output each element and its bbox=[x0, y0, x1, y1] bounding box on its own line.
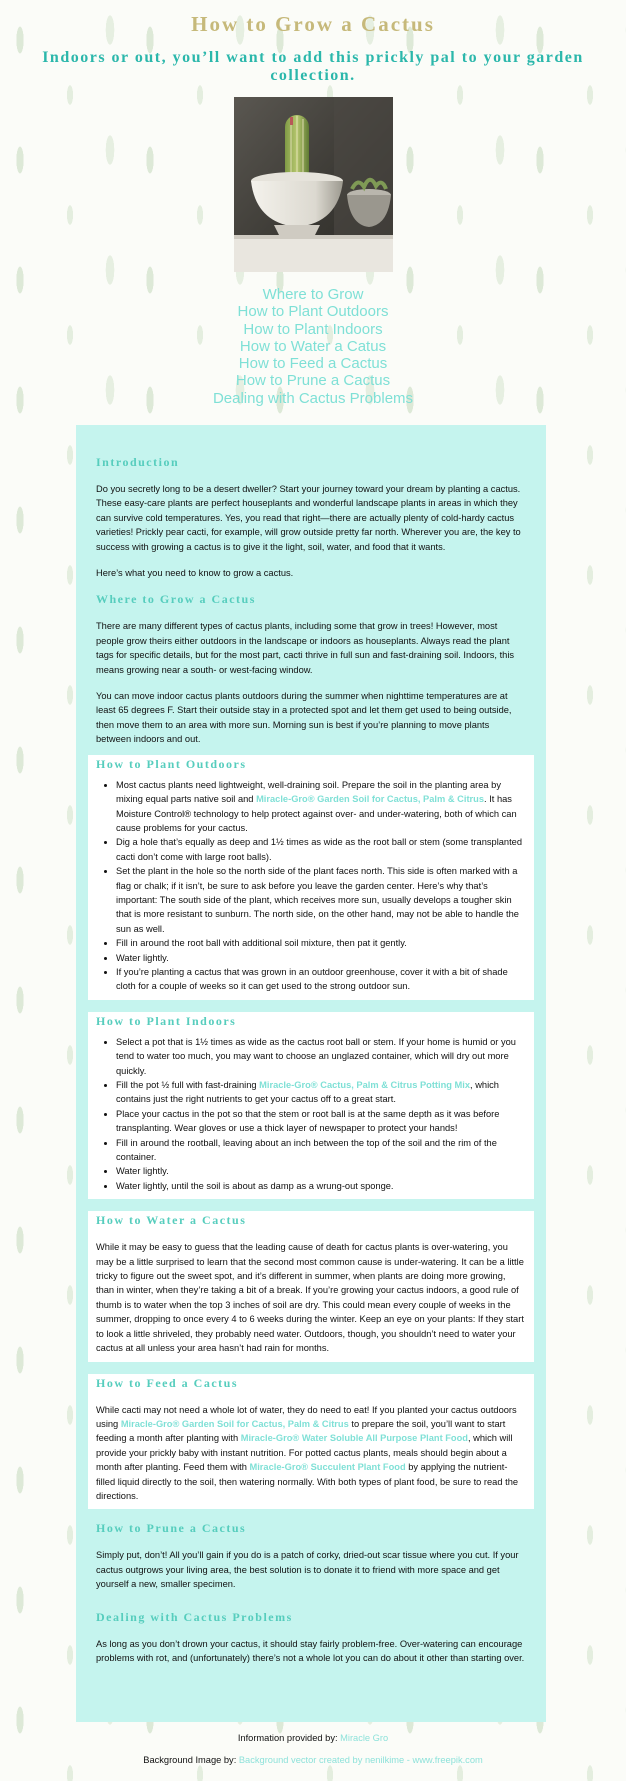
table-of-contents bbox=[0, 286, 626, 407]
toc-link-plant-indoors[interactable]: How to Plant Indoors bbox=[243, 320, 383, 338]
footer-info-label: Information provided by: bbox=[237, 1733, 341, 1743]
section-water bbox=[88, 1211, 534, 1361]
succulent-plant-food-link[interactable]: Miracle-Gro® Succulent Plant Food bbox=[249, 1462, 406, 1473]
intro-paragraph: Do you secretly long to be a desert dweller? Start your journey toward your dream by planting a cactus. These easy-care plants are perfect houseplants and wonderful landscape plants in areas in which they can survive cold temperatures. Yes, you read that right—there are actually plenty of cold-hardy cactus varieties! Prickly pear cacti, for example, will grow outside pretty far north. Wherever you are, the key to success with growing a cactus is to give it the light, soil, water, and food that it wants. bbox=[96, 484, 521, 552]
all-purpose-plant-food-link[interactable]: Miracle-Gro® Water Soluble All Purpose Plant Food bbox=[240, 1433, 468, 1444]
list-item: • Water lightly, until the soil is about as damp as a wrung-out sponge. bbox=[116, 1179, 526, 1193]
prune-paragraph: Simply put, don’t! All you’ll gain if you do is a patch of corky, dried-out scar tissue where you cut. If your cactus outgrows your living area, the best solution is to donate it to friend with more space and get yourself a new, smaller specimen. bbox=[96, 1550, 519, 1590]
toc-link-prune[interactable]: How to Prune a Cactus bbox=[235, 372, 391, 390]
list-item: • Select a pot that is 1½ times as wide as the cactus root ball or stem. If your home is humid or you tend to water too much, you may want to choose an unglazed container, which will dry out more quickly. bbox=[116, 1035, 526, 1078]
page-title: How to Grow a Cactus bbox=[191, 12, 435, 36]
heading-problems: Dealing with Cactus Problems bbox=[96, 1609, 293, 1624]
article-content bbox=[76, 425, 546, 1722]
section-plant-indoors bbox=[88, 1012, 534, 1199]
heading-plant-indoors: How to Plant Indoors bbox=[96, 1013, 237, 1028]
garden-soil-link[interactable]: Miracle-Gro® Garden Soil for Cactus, Palm & Citrus bbox=[256, 794, 485, 805]
heading-water: How to Water a Cactus bbox=[96, 1213, 247, 1228]
miracle-gro-link[interactable]: Miracle Gro bbox=[340, 1733, 389, 1743]
section-plant-outdoors bbox=[88, 755, 534, 1000]
toc-link-problems[interactable]: Dealing with Cactus Problems bbox=[212, 389, 414, 407]
list-item: • Water lightly. bbox=[116, 951, 526, 965]
list-item: • Fill the pot ½ full with fast-draining Miracle-Gro® Cactus, Palm & Citrus Potting Mix, which contains just the right nutrients to get your cactus off to a great start. bbox=[116, 1078, 526, 1107]
cactus-photo bbox=[234, 97, 393, 272]
section-feed bbox=[88, 1374, 534, 1510]
page-subtitle: Indoors or out, you’ll want to add this prickly pal to your garden collection. bbox=[42, 49, 584, 84]
where-paragraph-2: You can move indoor cactus plants outdoors during the summer when nighttime temperatures are at least 65 degrees F. Start their outside stay in a protected spot and let them get used to being outside, then move them to an area with more sun. Morning sun is best if you’re planning to move plants between indoors and out. bbox=[96, 691, 512, 745]
intro-lead-in: Here’s what you need to know to grow a cactus. bbox=[96, 568, 294, 579]
problems-paragraph: As long as you don’t drown your cactus, it should stay fairly problem-free. Over-watering can encourage problems with rot, and (unfortunately) there’s not a whole lot you can do about it other than starting over. bbox=[96, 1638, 525, 1663]
list-item: • Fill in around the root ball with additional soil mixture, then pat it gently. bbox=[116, 936, 526, 950]
list-item: • Most cactus plants need lightweight, well-draining soil. Prepare the soil in the planting area by mixing equal parts native soil and Miracle-Gro® Garden Soil for Cactus, Palm & Citrus. It has Moisture Control® technology to help protect against over- and under-watering, both of which can cause problems for your cactus. bbox=[116, 778, 526, 836]
toc-link-water[interactable]: How to Water a Catus bbox=[239, 337, 387, 355]
heading-prune: How to Prune a Cactus bbox=[96, 1521, 247, 1536]
list-item: • Fill in around the rootball, leaving about an inch between the top of the soil and the rim of the container. bbox=[116, 1136, 526, 1165]
footer-background-credit bbox=[0, 1755, 626, 1765]
indoors-steps-list bbox=[96, 1035, 526, 1193]
toc-link-feed[interactable]: How to Feed a Cactus bbox=[238, 355, 388, 373]
footer-bg-label: Background Image by: bbox=[143, 1755, 239, 1765]
water-paragraph: While it may be easy to guess that the leading cause of death for cactus plants is over-watering, you may be a little surprised to learn that the second most common cause is under-watering. It can be a little tricky to figure out the sweet spot, and it’s different in summer, when plants are doing more growing, than in winter, when they’re taking a bit of a break. If you’re growing your cactus indoors, a good rule of thumb is to water when the top 3 inches of soil are dry. This could mean every couple of weeks in the summer, dropping to once every 4 to 6 weeks during the winter. Keep an eye on your plants: If they start to look a little shriveled, they probably need water. Outdoors, though, you shouldn’t need to water your cactus at all unless your area hasn’t had rain for months. bbox=[96, 1242, 524, 1354]
heading-plant-outdoors: How to Plant Outdoors bbox=[96, 756, 247, 771]
garden-soil-link[interactable]: Miracle-Gro® Garden Soil for Cactus, Palm & Citrus bbox=[120, 1418, 349, 1429]
heading-introduction: Introduction bbox=[96, 455, 180, 469]
outdoors-steps-list bbox=[96, 778, 526, 994]
where-paragraph-1: There are many different types of cactus plants, including some that grow in trees! However, most people grow theirs either outdoors in the landscape or indoors as houseplants. Always read the plant tags for specific details, but for the most part, cacti thrive in full sun and fast-draining soil. Indoors, this means growing near a south- or west-facing window. bbox=[96, 621, 515, 675]
list-item: • Water lightly. bbox=[116, 1164, 526, 1178]
heading-where-to-grow: Where to Grow a Cactus bbox=[96, 592, 256, 607]
toc-link-where-to-grow[interactable]: Where to Grow bbox=[262, 286, 364, 303]
list-item: • Dig a hole that’s equally as deep and 1½ times as wide as the root ball or stem (some transplanted cacti don’t come with large root balls). bbox=[116, 835, 526, 864]
footer-info-credit bbox=[0, 1733, 626, 1743]
toc-link-plant-outdoors[interactable]: How to Plant Outdoors bbox=[237, 303, 389, 321]
feed-paragraph: While cacti may not need a whole lot of water, they do need to eat! If you planted your cactus outdoors using Miracle-Gro® Garden Soil for Cactus, Palm & Citrus to prepare the soil, you’ll want to start feeding a month after planting with Miracle-Gro® Water Soluble All Purpose Plant Food, which will provide your prickly baby with instant nutrition. For potted cactus plants, meals should begin about a month after planting. Feed them with Miracle-Gro® Succulent Plant Food by applying the nutrient-filled liquid directly to the soil, then watering normally. With both types of plant food, be sure to read the directions. bbox=[96, 1404, 519, 1501]
heading-feed: How to Feed a Cactus bbox=[96, 1375, 238, 1390]
list-item: • Place your cactus in the pot so that the stem or root ball is at the same depth as it was before transplanting. Wear gloves or use a thick layer of newspaper to protect your hands! bbox=[116, 1107, 526, 1136]
list-item: • Set the plant in the hole so the north side of the plant faces north. This side is often marked with a flag or chalk; if it isn’t, be sure to ask before you leave the garden center. Here’s why that’s important: The south side of the plant, which receives more sun, usually develops a tougher skin that is more resistant to sunburn. The north side, on the other hand, may not be able to handle the sun as well. bbox=[116, 864, 526, 936]
list-item: • If you’re planting a cactus that was grown in an outdoor greenhouse, cover it with a bit of shade cloth for a couple of weeks so it can get used to the strong outdoor sun. bbox=[116, 965, 526, 994]
freepik-link[interactable]: Background vector created by nenilkime - www.freepik.com bbox=[238, 1755, 483, 1765]
potting-mix-link[interactable]: Miracle-Gro® Cactus, Palm & Citrus Potting Mix bbox=[259, 1080, 471, 1090]
